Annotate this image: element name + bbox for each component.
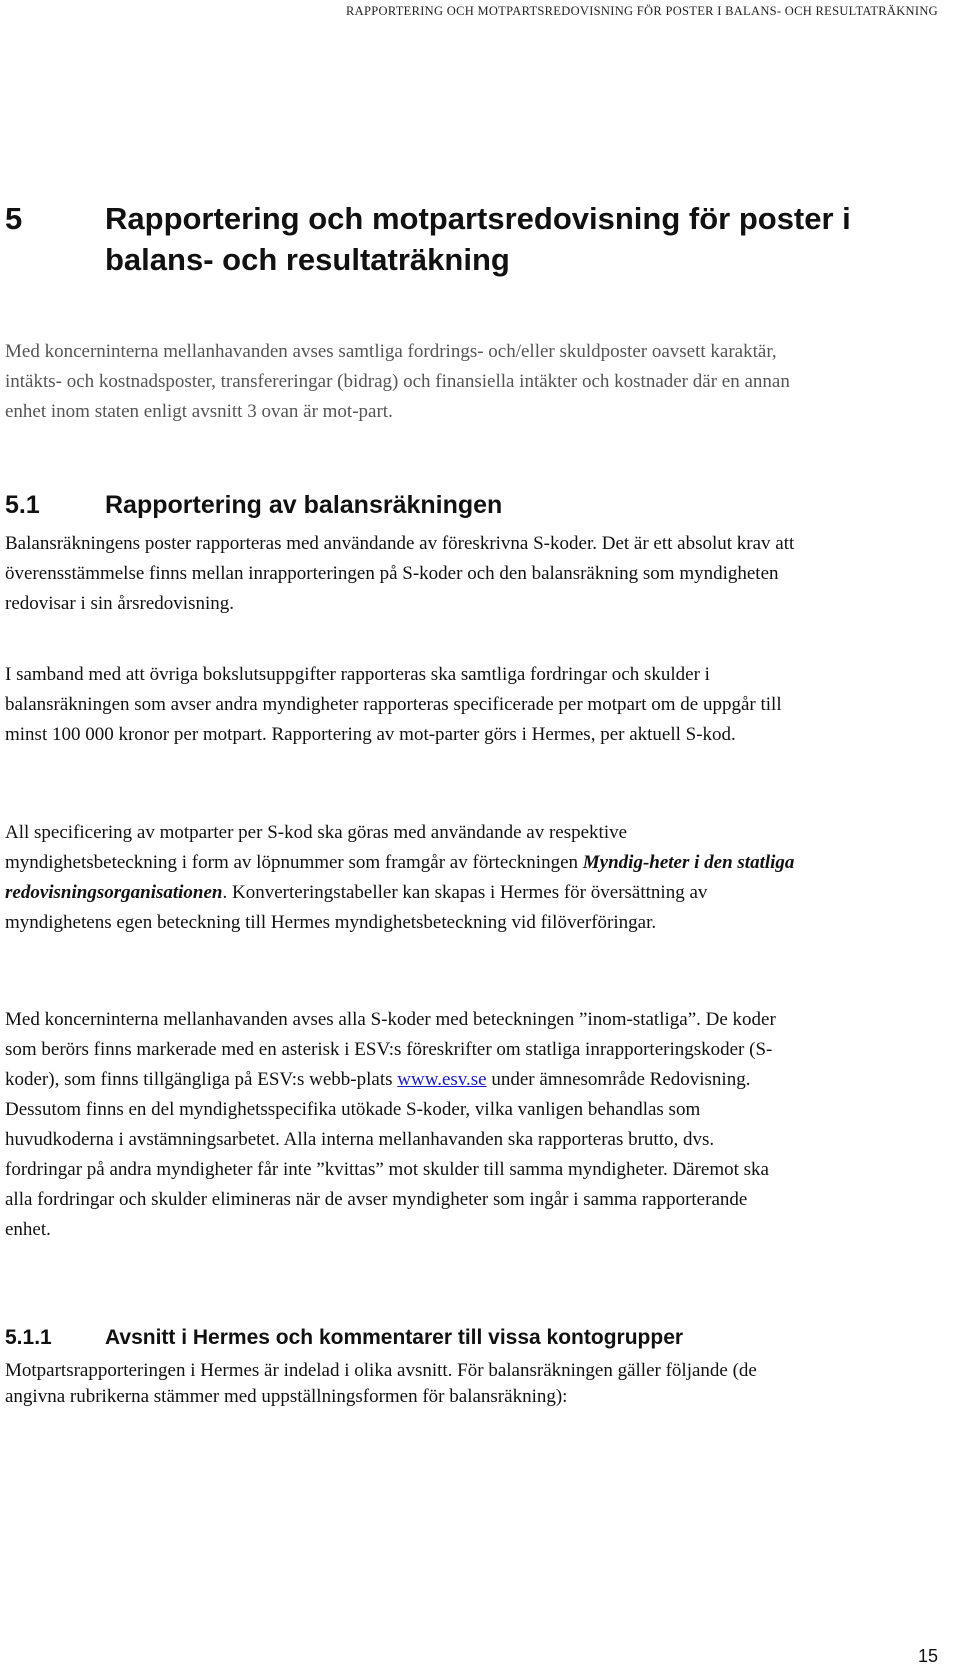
paragraph-1: Balansräkningens poster rapporteras med användande av föreskrivna S-koder. Det är ett absolut krav att överensstämmelse finns mellan inrapporteringen på S-koder och den balansräkning som myndigheten redovisar i sin årsredovisning.	[5, 533, 795, 614]
paragraph-4-text-b: under ämnesområde Redovisning. Dessutom finns en del myndighetsspecifika utökade S-koder, vilka vanligen behandlas som huvudkoderna i avstämningsarbetet. Alla interna mellanhavanden ska rapporteras brutto, dvs. fordringar på andra myndigheter får inte ”kvittas” mot skulder till samma myndigheter. Däremot ska alla fordringar och skulder elimineras när de avser myndigheter som ingår i samma rapporterande enhet.	[5, 1069, 769, 1240]
paragraph-4	[5, 1005, 795, 1245]
chapter-heading	[5, 198, 925, 280]
subsection-title: Avsnitt i Hermes och kommentarer till vissa kontogrupper	[105, 1326, 684, 1349]
document-reference: Myndig-heter i den statliga redovisningsorganisationen	[5, 852, 795, 903]
chapter-title: Rapportering och motpartsredovisning för poster i balans- och resultaträkning	[105, 201, 851, 277]
running-header: RAPPORTERING OCH MOTPARTSREDOVISNING FÖR POSTER I BALANS- OCH RESULTATRÄKNING	[346, 4, 938, 18]
paragraph-3-text-a: All specificering av motparter per S-kod ska göras med användande av respektive myndighetsbeteckning i form av löpnummer som framgår av förteckningen	[5, 822, 628, 873]
paragraph-4-text-a: Med koncerninterna mellanhavanden avses alla S-koder med beteckningen ”inom-statliga”. De koder som berörs finns markerade med en asterisk i ESV:s föreskrifter om statliga inrapporteringskoder (S-koder), som finns tillgängliga på ESV:s webb-plats	[5, 1009, 776, 1090]
esv-link[interactable]: www.esv.se	[397, 1069, 487, 1090]
page-number: 15	[917, 1646, 938, 1666]
intro-paragraph: Med koncerninterna mellanhavanden avses samtliga fordrings- och/eller skuldposter oavsett karaktär, intäkts- och kostnadsposter, transfereringar (bidrag) och finansiella intäkter och kostnader där en annan enhet inom staten enligt avsnitt 3 ovan är mot-part.	[5, 341, 790, 422]
chapter-number: 5	[5, 201, 23, 236]
subsection-number: 5.1.1	[5, 1326, 52, 1349]
paragraph-3	[5, 818, 795, 938]
paragraph-5: Motpartsrapporteringen i Hermes är indelad i olika avsnitt. För balansräkningen gäller följande (de angivna rubrikerna stämmer med uppställningsformen för balansräkning):	[5, 1360, 757, 1407]
paragraph-3-text-b: . Konverteringstabeller kan skapas i Hermes för översättning av myndighetens egen beteckning till Hermes myndighetsbeteckning vid filöverföringar.	[5, 882, 708, 933]
section-title: Rapportering av balansräkningen	[105, 491, 503, 519]
paragraph-2: I samband med att övriga bokslutsuppgifter rapporteras ska samtliga fordringar och skulder i balansräkningen som avser andra myndigheter rapporteras specificerade per motpart om de uppgår till minst 100 000 kronor per motpart. Rapportering av mot-parter görs i Hermes, per aktuell S-kod.	[5, 664, 782, 745]
section-heading	[5, 490, 502, 520]
subsection-heading	[5, 1324, 683, 1352]
section-number: 5.1	[5, 491, 40, 519]
